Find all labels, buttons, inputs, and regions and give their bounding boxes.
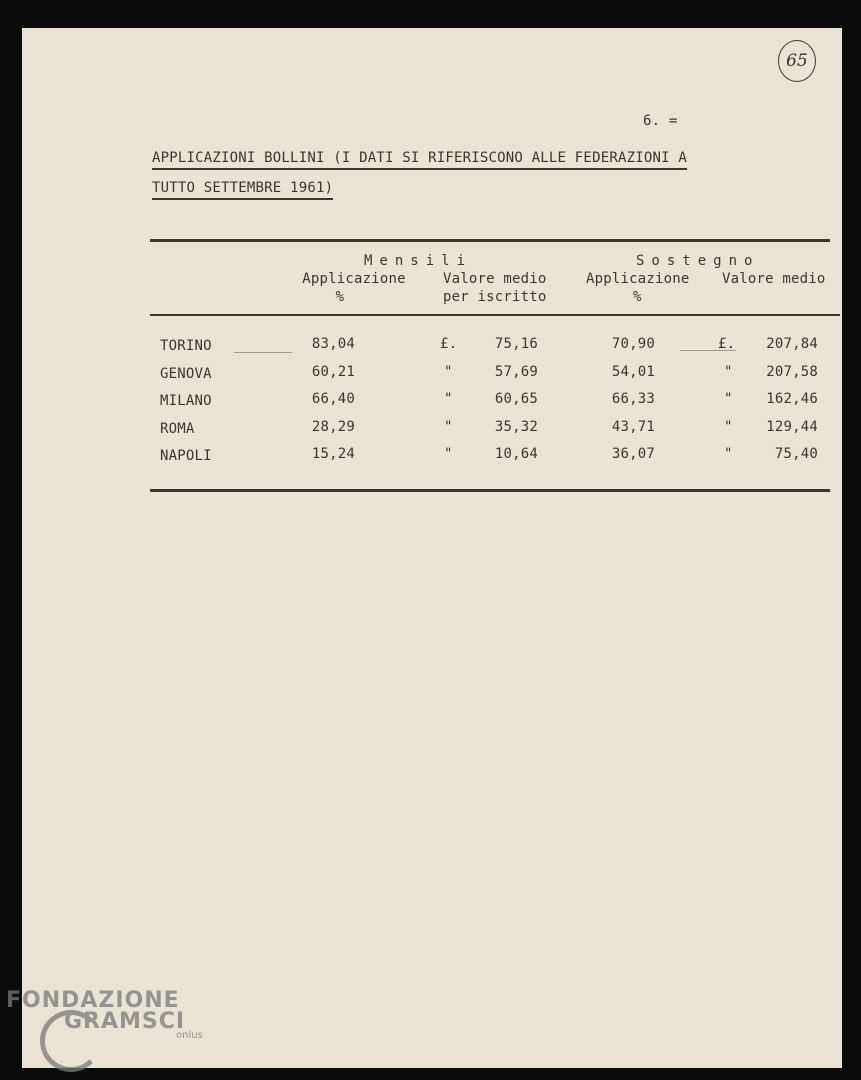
heading-line-1: APPLICAZIONI BOLLINI (I DATI SI RIFERISCONO ALLE FEDERAZIONI A [152, 150, 687, 170]
m-val-cell: 60,65 [494, 391, 538, 407]
col-header-m-app-unit: % [335, 289, 345, 305]
s-cur-cell: £. [718, 336, 736, 352]
city-cell: MILANO [160, 393, 212, 409]
city-cell: NAPOLI [160, 448, 212, 464]
s-app-cell: 36,07 [611, 446, 655, 462]
col-header-m-app: Applicazione [302, 271, 406, 287]
col-header-s-app-unit: % [633, 289, 642, 305]
m-cur-cell: " [444, 364, 453, 380]
table-header-rule [150, 314, 840, 316]
city-cell: TORINO [160, 338, 212, 354]
s-val-cell: 129,44 [766, 419, 818, 435]
s-val-cell: 162,46 [766, 391, 818, 407]
m-cur-cell: " [444, 419, 453, 435]
m-val-cell: 35,32 [494, 419, 538, 435]
group-header-mensili: Mensili [364, 253, 473, 269]
m-val-cell: 75,16 [494, 336, 538, 352]
fondazione-gramsci-logo [6, 988, 203, 1041]
document-page [22, 28, 842, 1068]
pencil-mark [234, 352, 292, 353]
m-cur-cell: " [444, 446, 453, 462]
table-bottom-rule [150, 489, 830, 492]
city-cell: GENOVA [160, 366, 212, 382]
group-header-sostegno: Sostegno [636, 253, 760, 269]
m-cur-cell: " [444, 391, 453, 407]
s-cur-cell: " [724, 419, 733, 435]
col-header-s-val: Valore medio [722, 271, 826, 287]
s-app-cell: 54,01 [611, 364, 655, 380]
table-top-rule [150, 239, 830, 242]
s-val-cell: 207,84 [766, 336, 818, 352]
m-app-cell: 83,04 [311, 336, 355, 352]
logo-text-line-3: onlus [176, 1030, 203, 1041]
s-val-cell: 207,58 [766, 364, 818, 380]
m-cur-cell: £. [440, 336, 458, 352]
col-header-m-val-2: per iscritto [443, 289, 547, 305]
s-cur-cell: " [724, 391, 733, 407]
logo-g-mark [40, 1010, 102, 1072]
s-app-cell: 43,71 [611, 419, 655, 435]
s-cur-cell: " [724, 364, 733, 380]
m-val-cell: 10,64 [494, 446, 538, 462]
col-header-m-val: Valore medio [443, 271, 547, 287]
logo-text-line-1: FONDAZIONE [6, 988, 180, 1013]
page-number: 6. = [643, 113, 678, 129]
col-header-s-app: Applicazione [586, 271, 690, 287]
s-cur-cell: " [724, 446, 733, 462]
s-val-cell: 75,40 [774, 446, 818, 462]
m-app-cell: 28,29 [311, 419, 355, 435]
heading-line-2: TUTTO SETTEMBRE 1961) [152, 180, 333, 200]
city-cell: ROMA [160, 421, 195, 437]
m-val-cell: 57,69 [494, 364, 538, 380]
s-app-cell: 70,90 [611, 336, 655, 352]
folio-number: 65 [778, 40, 816, 82]
s-app-cell: 66,33 [611, 391, 655, 407]
logo-text-line-2: GRAMSCI [64, 1009, 186, 1034]
m-app-cell: 60,21 [311, 364, 355, 380]
m-app-cell: 15,24 [311, 446, 355, 462]
m-app-cell: 66,40 [311, 391, 355, 407]
